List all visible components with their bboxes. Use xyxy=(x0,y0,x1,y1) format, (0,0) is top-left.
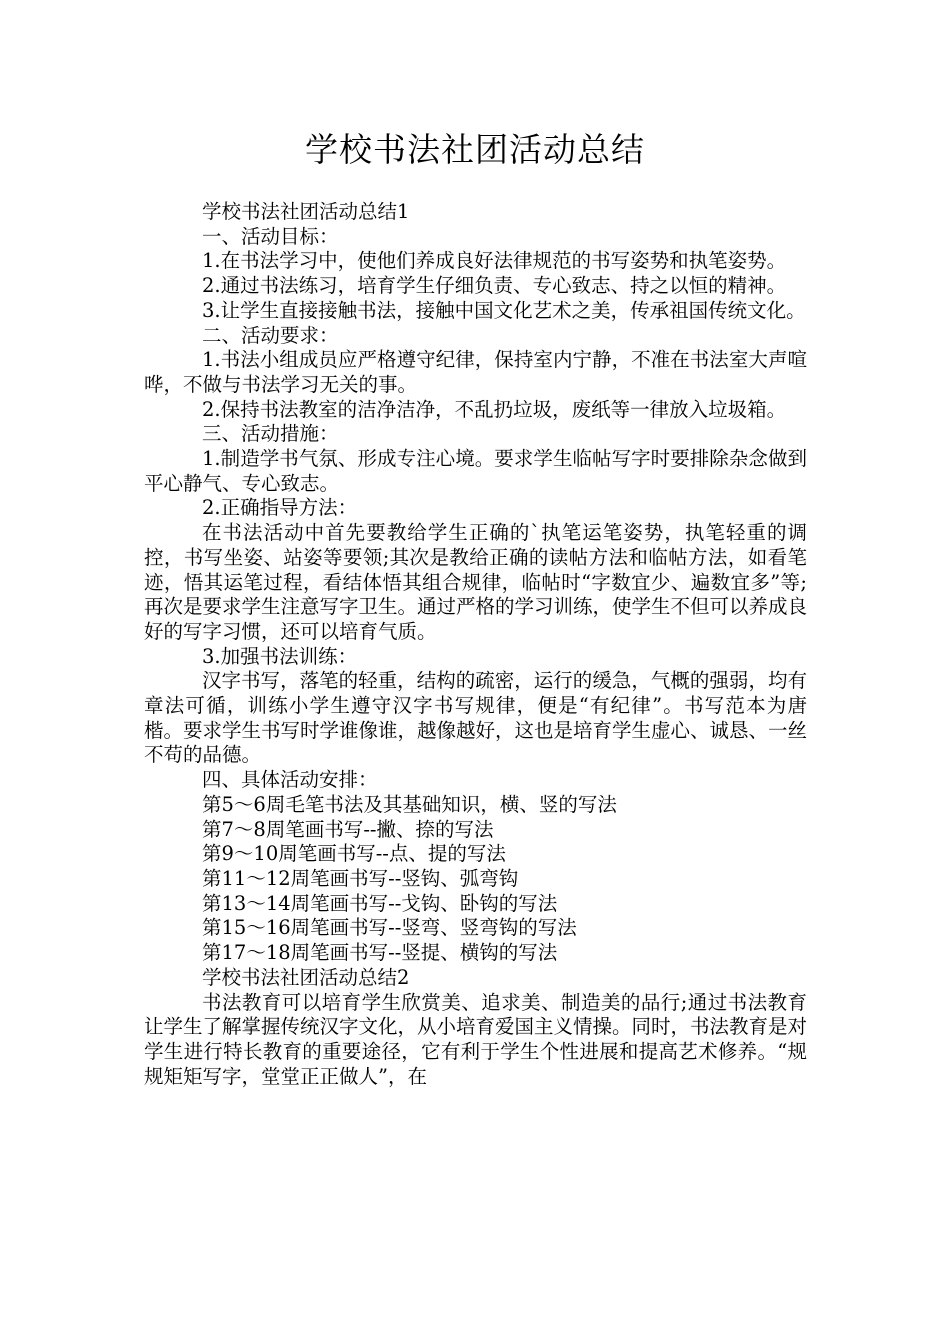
paragraph: 2.保持书法教室的洁净洁净，不乱扔垃圾，废纸等一律放入垃圾箱。 xyxy=(202,397,787,421)
paragraph: 在书法活动中首先要教给学生正确的`执笔运笔姿势，执笔轻重的调控，书写坐姿、站姿等要领;其次是教给正确的读帖方法和临帖方法，如看笔迹，悟其运笔过程，看结体悟其组合规律，临帖时“字数宜少、遍数宜多”等;再次是要求学生注意写字卫生。通过严格的学习训练，使学生不但可以养成良好的写字习惯，还可以培育气质。 xyxy=(144,521,808,643)
schedule-item: 第13～14周笔画书写--戈钩、卧钩的写法 xyxy=(202,891,558,915)
paragraph: 3.让学生直接接触书法，接触中国文化艺术之美，传承祖国传统文化。 xyxy=(202,298,806,322)
paragraph: 2.正确指导方法： xyxy=(202,496,358,520)
schedule-item: 第17～18周笔画书写--竖提、横钩的写法 xyxy=(202,941,558,965)
schedule-item: 第7～8周笔画书写--撇、捺的写法 xyxy=(202,817,494,841)
section-heading-measures: 三、活动措施： xyxy=(202,422,339,446)
paragraph: 书法教育可以培育学生欣赏美、追求美、制造美的品行;通过书法教育让学生了解掌握传统汉字文化，从小培育爱国主义情操。同时，书法教育是对学生进行特长教育的重要途径，它有利于学生个性进展和提高艺术修养。“规规矩矩写字，堂堂正正做人”，在 xyxy=(144,990,808,1088)
section-heading-schedule: 四、具体活动安排： xyxy=(202,768,378,792)
paragraph: 汉字书写，落笔的轻重，结构的疏密，运行的缓急，气概的强弱，均有章法可循，训练小学生遵守汉字书写规律，便是“有纪律”。书写范本为唐楷。要求学生书写时学谁像谁，越像越好，这也是培育学生虚心、诚恳、一丝不苟的品德。 xyxy=(144,669,808,767)
schedule-item: 第15～16周笔画书写--竖弯、竖弯钩的写法 xyxy=(202,916,577,940)
paragraph: 1.书法小组成员应严格遵守纪律，保持室内宁静，不准在书法室大声喧哗，不做与书法学习无关的事。 xyxy=(144,348,807,396)
section-heading-goals: 一、活动目标： xyxy=(202,224,339,248)
paragraph: 1.在书法学习中，使他们养成良好法律规范的书写姿势和执笔姿势。 xyxy=(202,249,787,273)
schedule-item: 第9～10周笔画书写--点、提的写法 xyxy=(202,842,506,866)
section-heading-requirements: 二、活动要求： xyxy=(202,323,339,347)
document-body xyxy=(144,200,807,1089)
paragraph: 3.加强书法训练： xyxy=(202,644,358,668)
schedule-item: 第5～6周毛笔书法及其基础知识，横、竖的写法 xyxy=(202,792,617,816)
subheading-2: 学校书法社团活动总结2 xyxy=(202,965,410,989)
paragraph: 1.制造学书气氛、形成专注心境。要求学生临帖写字时要排除杂念做到平心静气、专心致志。 xyxy=(144,447,807,495)
document-title: 学校书法社团活动总结 xyxy=(305,130,645,169)
subheading-1: 学校书法社团活动总结1 xyxy=(202,200,410,223)
schedule-item: 第11～12周笔画书写--竖钩、弧弯钩 xyxy=(202,866,519,890)
paragraph: 2.通过书法练习，培育学生仔细负责、专心致志、持之以恒的精神。 xyxy=(202,274,787,298)
